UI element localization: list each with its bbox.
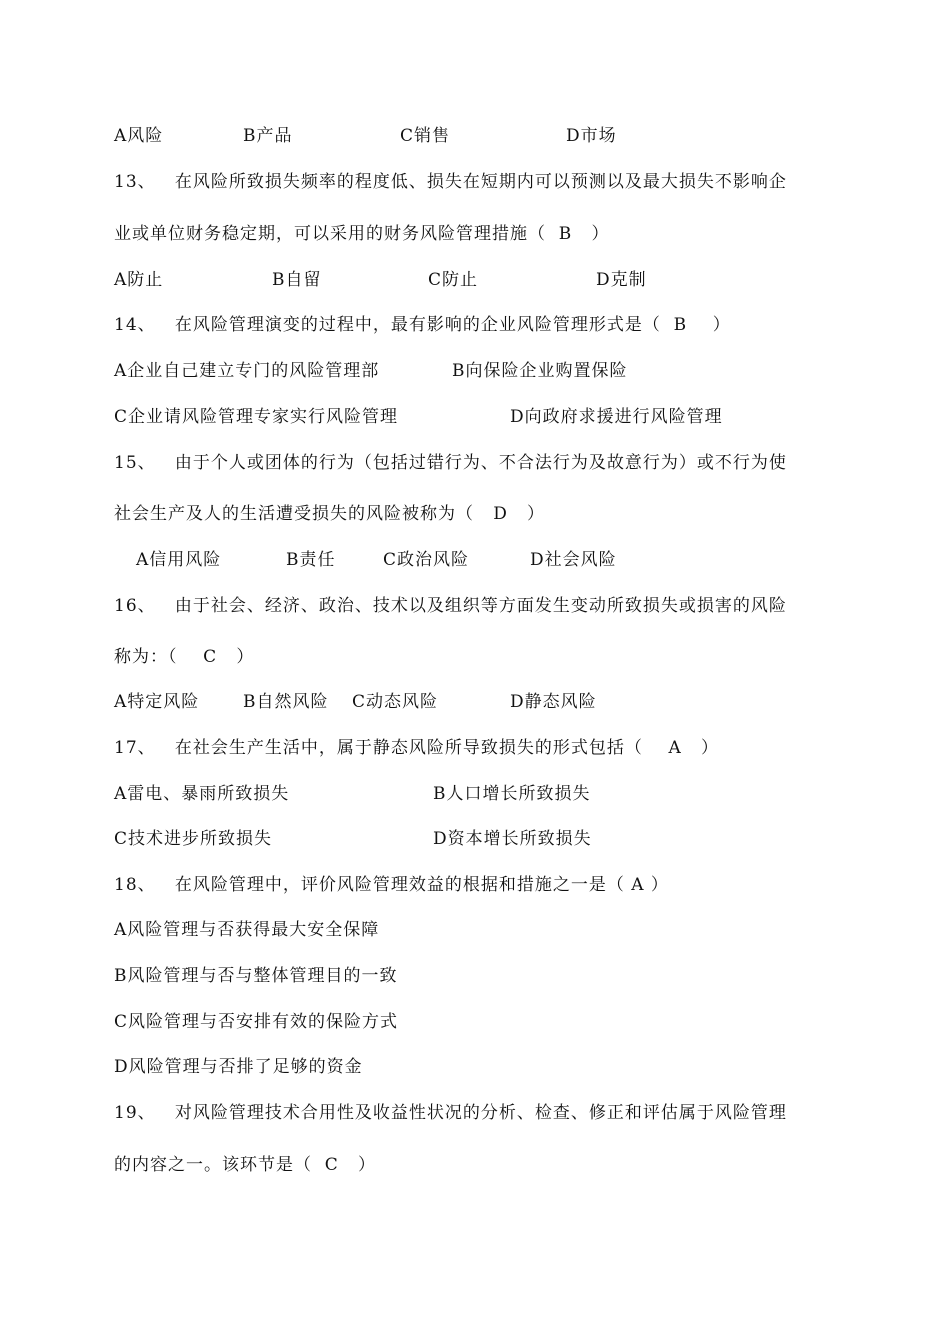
option-b: B人口增长所致损失 [433, 784, 591, 804]
question-17-text-line1: 17、 在社会生产生活中，属于静态风险所导致损失的形式包括（ A ） [114, 738, 719, 758]
option-b: B产品 [243, 126, 293, 146]
option-c: C政治风险 [383, 550, 470, 570]
question-18-text-line1: 18、 在风险管理中，评价风险管理效益的根据和措施之一是（ A ） [114, 875, 669, 895]
option-b: B风险管理与否与整体管理目的一致 [114, 966, 398, 986]
question-13-text-line2: 业或单位财务稳定期，可以采用的财务风险管理措施（ B ） [114, 224, 610, 244]
option-a: A企业自己建立专门的风险管理部 [114, 361, 380, 381]
option-a: A特定风险 [114, 692, 200, 712]
option-c: C企业请风险管理专家实行风险管理 [114, 407, 399, 427]
option-d: D静态风险 [510, 692, 597, 712]
question-15-text-line1: 15、 由于个人或团体的行为（包括过错行为、不合法行为及故意行为）或不行为使 [114, 453, 787, 473]
option-d: D资本增长所致损失 [433, 829, 592, 849]
option-d: D市场 [566, 126, 617, 146]
option-a: A风险 [114, 126, 164, 146]
option-c: C销售 [400, 126, 451, 146]
question-16-text-line1: 16、 由于社会、经济、政治、技术以及组织等方面发生变动所致损失或损害的风险 [114, 596, 787, 616]
question-13-text-line1: 13、 在风险所致损失频率的程度低、损失在短期内可以预测以及最大损失不影响企 [114, 172, 787, 192]
option-a: A雷电、暴雨所致损失 [114, 784, 290, 804]
option-b: B向保险企业购置保险 [452, 361, 628, 381]
option-b: B自然风险 [243, 692, 329, 712]
question-19-text-line2: 的内容之一。该环节是（ C ） [114, 1155, 377, 1175]
option-a: A防止 [114, 270, 164, 290]
option-c: C防止 [428, 270, 479, 290]
question-19-text-line1: 19、 对风险管理技术合用性及收益性状况的分析、检查、修正和评估属于风险管理 [114, 1103, 787, 1123]
option-b: B责任 [286, 550, 336, 570]
question-16-text-line2: 称为：（ C ） [114, 647, 255, 667]
question-14-text-line1: 14、 在风险管理演变的过程中，最有影响的企业风险管理形式是（ B ） [114, 315, 731, 335]
option-c: C动态风险 [352, 692, 439, 712]
option-a: A风险管理与否获得最大安全保障 [114, 920, 380, 940]
option-d: D克制 [596, 270, 647, 290]
option-d: D社会风险 [530, 550, 617, 570]
option-d: D向政府求援进行风险管理 [510, 407, 723, 427]
option-d: D风险管理与否排了足够的资金 [114, 1057, 363, 1077]
option-c: C技术进步所致损失 [114, 829, 273, 849]
question-15-text-line2: 社会生产及人的生活遭受损失的风险被称为（ D ） [114, 504, 546, 524]
option-c: C风险管理与否安排有效的保险方式 [114, 1012, 399, 1032]
option-b: B自留 [272, 270, 322, 290]
option-a: A信用风险 [136, 550, 222, 570]
